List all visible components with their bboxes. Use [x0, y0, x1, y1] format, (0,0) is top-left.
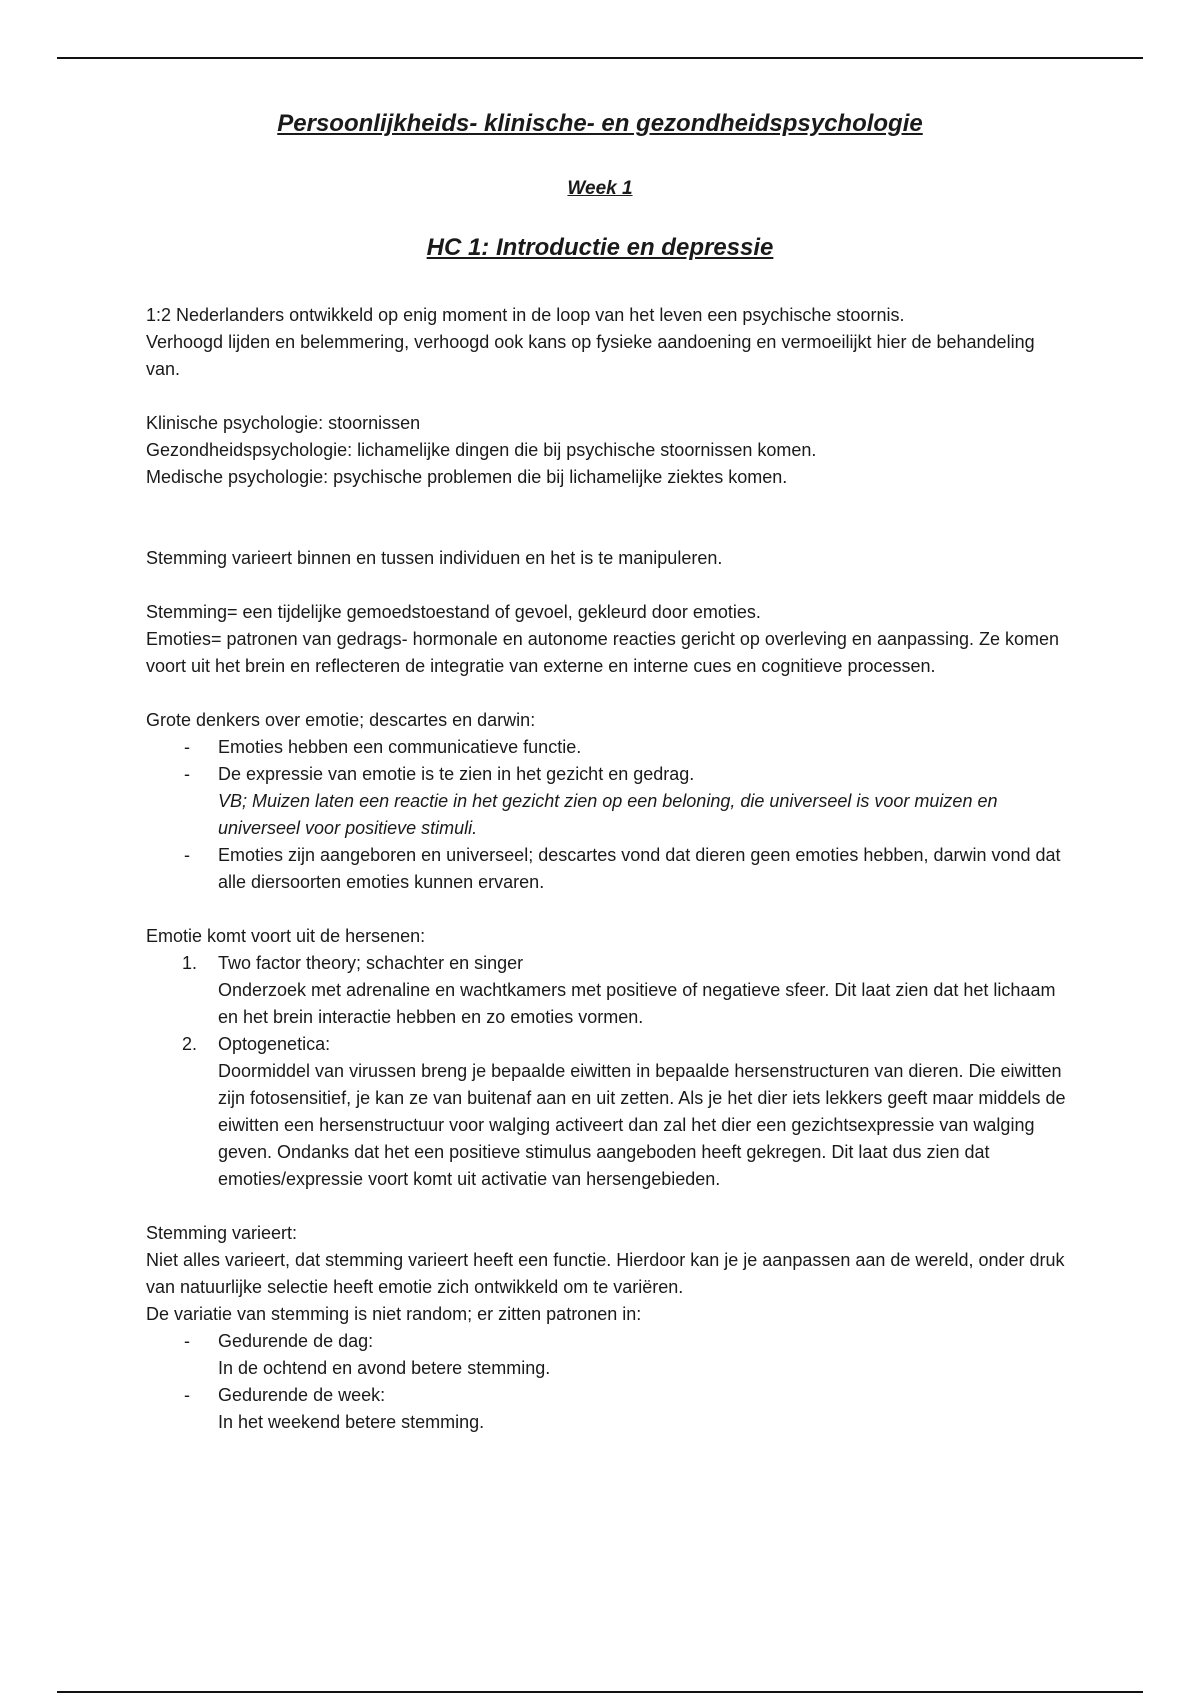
definition-clinical: Klinische psychologie: stoornissen: [146, 413, 421, 433]
mood-definition: Stemming= een tijdelijke gemoedstoestand of gevoel, gekleurd door emoties.: [146, 602, 761, 622]
list-item: [146, 734, 1066, 761]
dash-marker: -: [184, 764, 190, 784]
week-heading: Week 1: [567, 178, 633, 199]
list-item: [146, 1031, 1066, 1193]
list-item-title: Two factor theory; schachter en singer: [218, 953, 524, 973]
dash-marker: -: [184, 737, 190, 757]
dash-marker: -: [184, 1385, 190, 1405]
document-body: [146, 302, 1066, 1436]
thinkers-heading: Grote denkers over emotie; descartes en darwin:: [146, 710, 536, 730]
variation-text: Niet alles varieert, dat stemming varieert heeft een functie. Hierdoor kan je je aanpassen aan de wereld, onder druk van natuurlijke selectie heeft emotie zich ontwikkeld om te variëren.: [146, 1250, 1065, 1297]
document-title: Persoonlijkheids- klinische- en gezondheidspsychologie: [277, 110, 923, 137]
intro-line-1: 1:2 Nederlanders ontwikkeld op enig moment in de loop van het leven een psychische stoornis.: [146, 305, 905, 325]
list-item-text: De expressie van emotie is te zien in het gezicht en gedrag.: [218, 764, 695, 784]
definition-health: Gezondheidspsychologie: lichamelijke dingen die bij psychische stoornissen komen.: [146, 440, 817, 460]
top-rule: [57, 57, 1143, 59]
list-item-title: Gedurende de dag:: [218, 1331, 374, 1351]
list-item: [146, 1382, 1066, 1436]
number-marker: 2.: [182, 1034, 198, 1054]
list-item: [146, 1328, 1066, 1382]
variation-list: [146, 1328, 1066, 1436]
definition-medical: Medische psychologie: psychische problemen die bij lichamelijke ziektes komen.: [146, 467, 788, 487]
thinkers-list: [146, 734, 1066, 896]
mood-varies-paragraph: Stemming varieert binnen en tussen individuen en het is te manipuleren.: [146, 548, 723, 568]
variation-heading: Stemming varieert:: [146, 1223, 298, 1243]
number-marker: 1.: [182, 953, 198, 973]
brain-heading: Emotie komt voort uit de hersenen:: [146, 926, 426, 946]
list-item-title: Optogenetica:: [218, 1034, 331, 1054]
emotion-definition: Emoties= patronen van gedrags- hormonale en autonome reacties gericht op overleving en aanpassing. Ze komen voort uit het brein en reflecteren de integratie van externe en interne cues en cognitieve processen.: [146, 629, 1060, 676]
list-item-text: Emoties hebben een communicatieve functie.: [218, 737, 582, 757]
intro-line-2: Verhoogd lijden en belemmering, verhoogd ook kans op fysieke aandoening en vermoeilijkt hier de behandeling van.: [146, 332, 1035, 379]
list-item-text: In het weekend betere stemming.: [218, 1412, 485, 1432]
brain-list: [146, 950, 1066, 1193]
lecture-heading: HC 1: Introductie en depressie: [426, 234, 774, 261]
example-text: VB; Muizen laten een reactie in het gezicht zien op een beloning, die universeel is voor muizen en universeel voor positieve stimuli.: [218, 791, 998, 838]
list-item: [146, 842, 1066, 896]
list-item-text: Doormiddel van virussen breng je bepaalde eiwitten in bepaalde hersenstructuren van dieren. Die eiwitten zijn fotosensitief, je kan ze van buitenaf aan en uit zetten. Als je het dier iets lekkers geeft maar middels de eiwitten een hersenstructuur voor walging activeert dan zal het dier een gezichtsexpressie van walging geven. Ondanks dat het een positieve stimulus aangeboden heeft gekregen. Dit laat dus zien dat emoties/expressie voort komt uit activatie van hersengebieden.: [218, 1061, 1066, 1189]
list-item-title: Gedurende de week:: [218, 1385, 386, 1405]
list-item-text: Onderzoek met adrenaline en wachtkamers met positieve of negatieve sfeer. Dit laat zien dat het lichaam en het brein interactie hebben en zo emoties vormen.: [218, 980, 1056, 1027]
dash-marker: -: [184, 845, 190, 865]
dash-marker: -: [184, 1331, 190, 1351]
list-item: [146, 950, 1066, 1031]
list-item-text: In de ochtend en avond betere stemming.: [218, 1358, 551, 1378]
list-item-text: Emoties zijn aangeboren en universeel; descartes vond dat dieren geen emoties hebben, darwin vond dat alle diersoorten emoties kunnen ervaren.: [218, 845, 1061, 892]
variation-patterns: De variatie van stemming is niet random; er zitten patronen in:: [146, 1304, 642, 1324]
bottom-rule: [57, 1691, 1143, 1693]
list-item: [146, 761, 1066, 842]
